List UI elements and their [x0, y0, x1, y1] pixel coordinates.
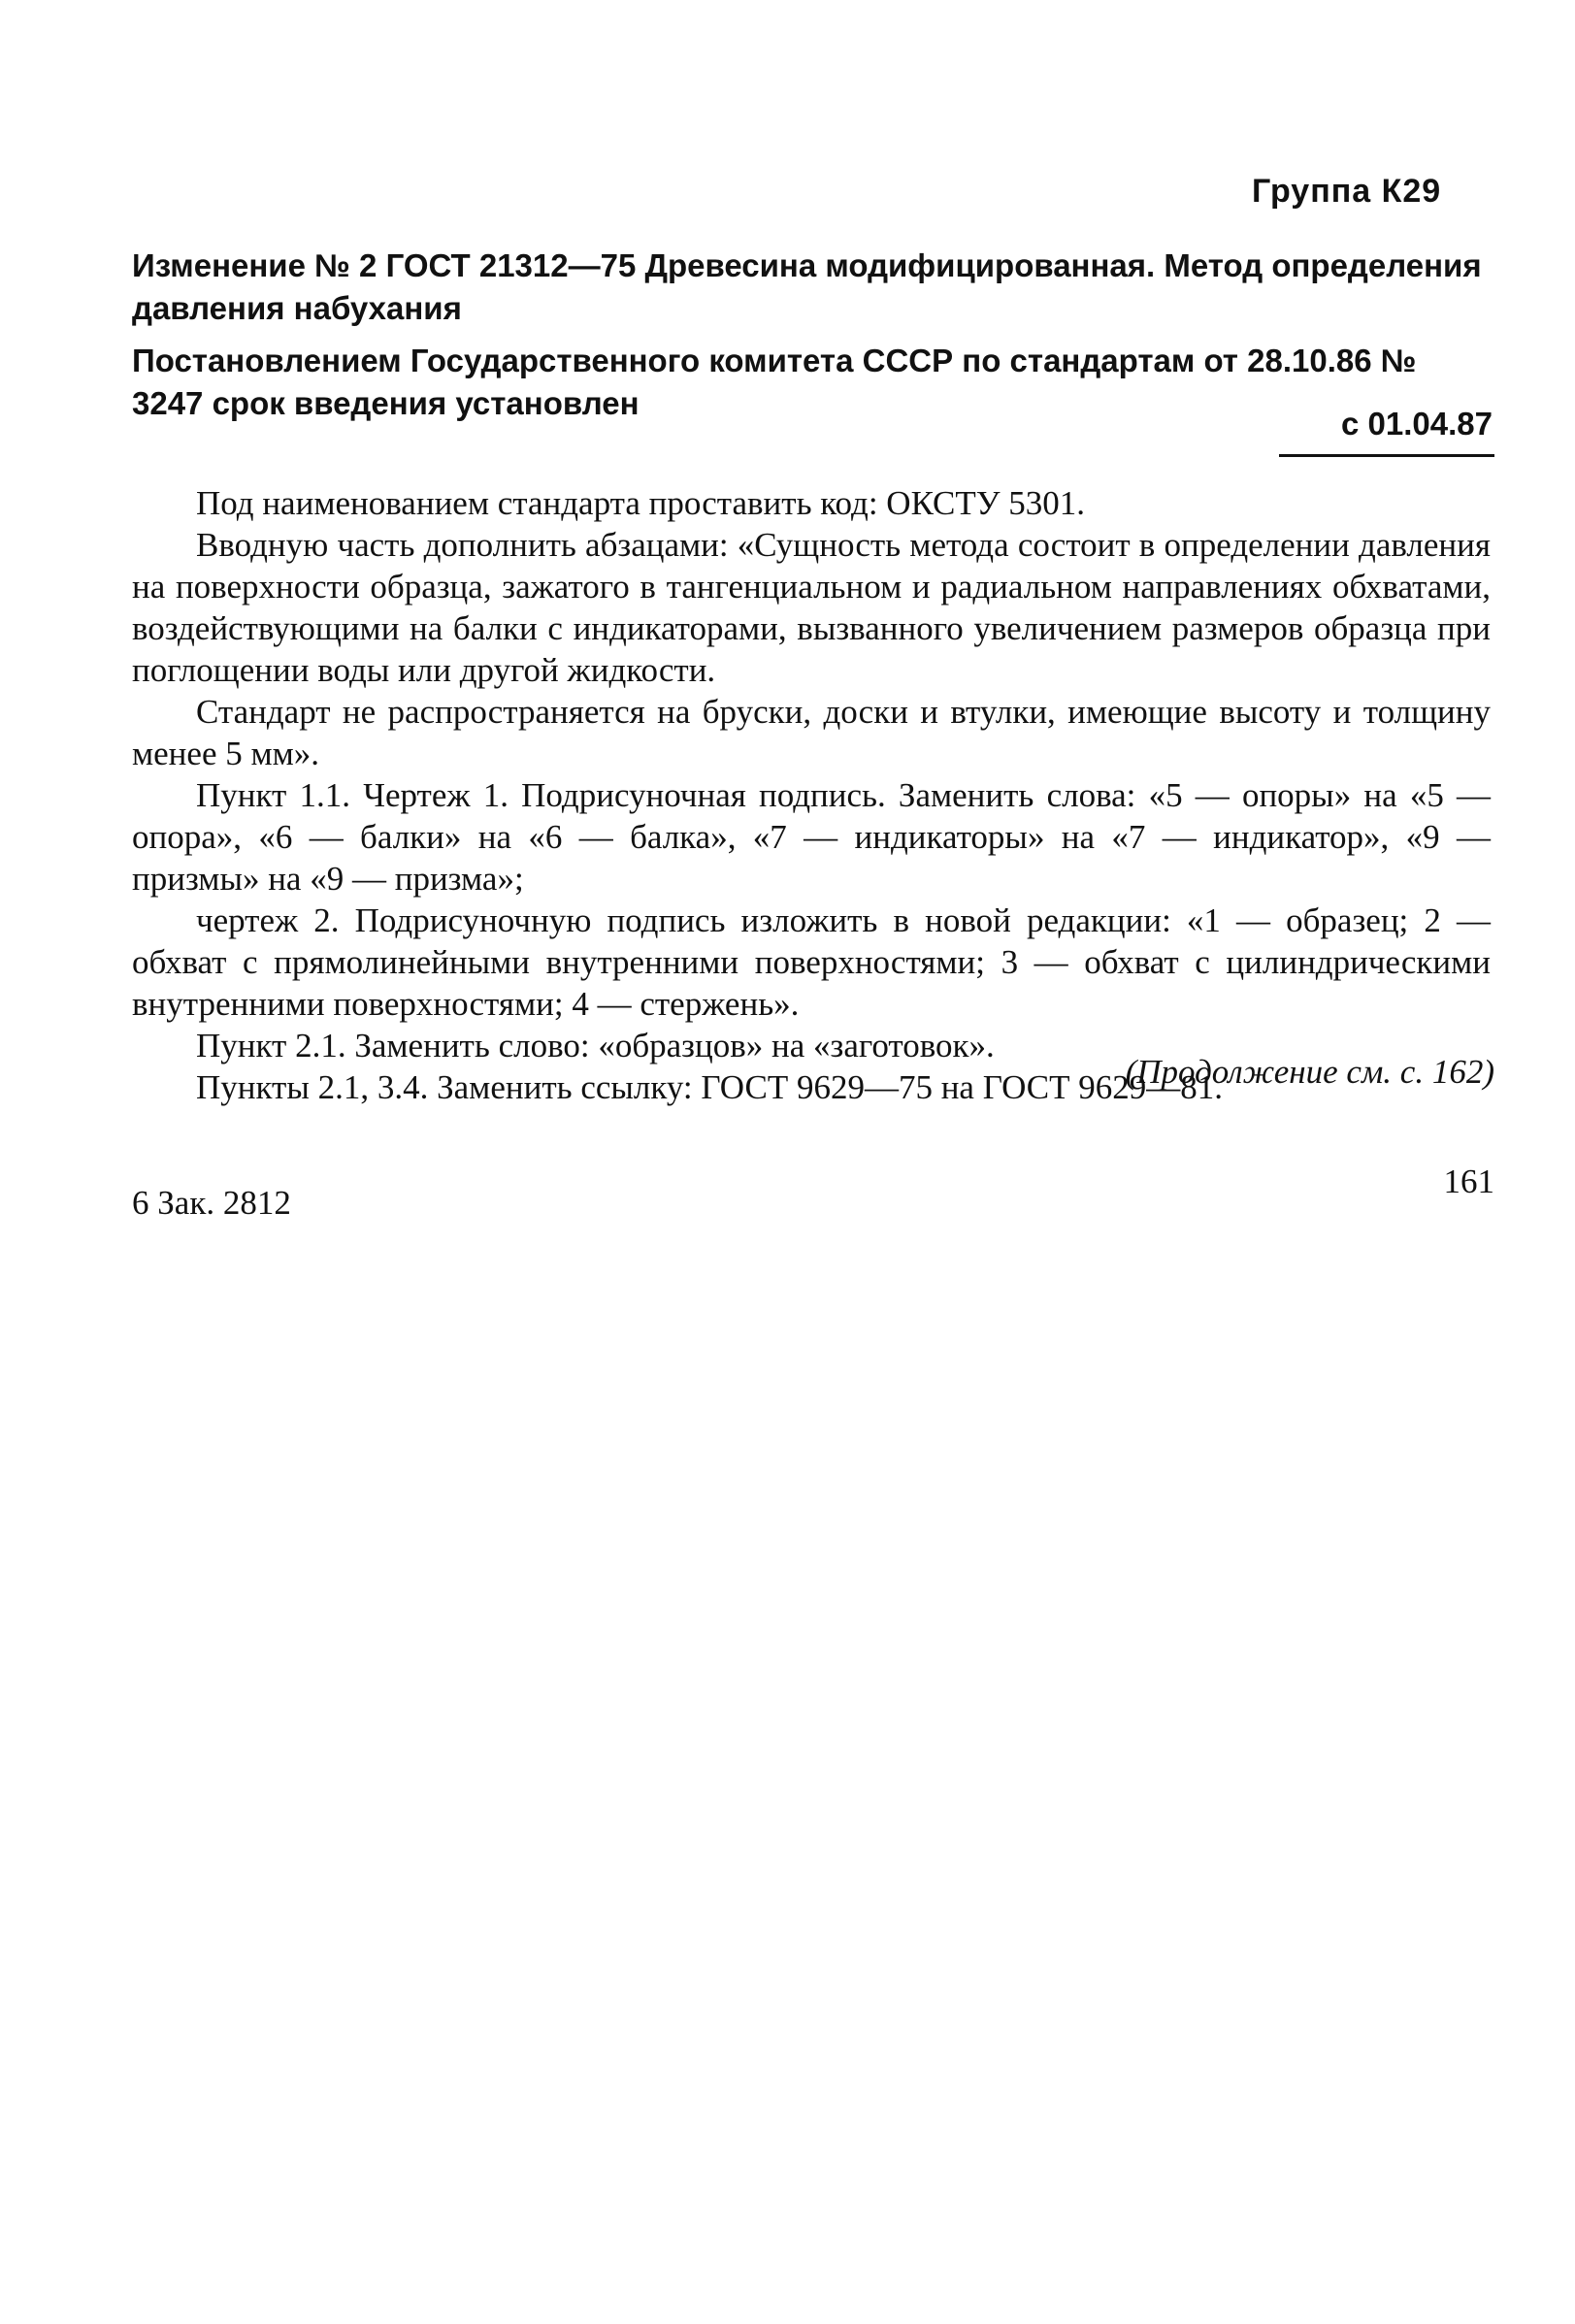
paragraph-scope: Стандарт не распространяется на бруски, доски и втулки, имеющие высоту и толщину менее 5 мм». — [132, 693, 1491, 772]
continuation-note: (Продолжение см. с. 162) — [1125, 1053, 1494, 1091]
group-label: Группа К29 — [1252, 173, 1442, 210]
document-title: Изменение № 2 ГОСТ 21312—75 Древесина модифицированная. Метод определения давления набухания — [132, 247, 1482, 326]
amendment-body — [132, 482, 1491, 1108]
resolution-statement: Постановлением Государственного комитета СССР по стандартам от 28.10.86 № 3247 срок введения установлен — [132, 343, 1417, 421]
paragraph-code: Под наименованием стандарта проставить код: ОКСТУ 5301. — [196, 484, 1086, 522]
order-number: 6 Зак. 2812 — [132, 1184, 291, 1222]
effective-date: с 01.04.87 — [1341, 406, 1493, 442]
page-number: 161 — [1443, 1162, 1494, 1200]
paragraph-clause-2-1: Пункт 2.1. Заменить слово: «образцов» на «заготовок». — [196, 1027, 995, 1064]
effective-date-underline — [1279, 454, 1494, 457]
paragraph-reference: Пункты 2.1, 3.4. Заменить ссылку: ГОСТ 9629—75 на ГОСТ 9629—81. — [196, 1068, 1223, 1106]
paragraph-clause-1-1: Пункт 1.1. Чертеж 1. Подрисуночная подпись. Заменить слова: «5 — опоры» на «5 — опора», «6 — балки» на «6 — балка», «7 — индикаторы» на «7 — индикатор», «9 — призмы» на «9 — призма»; — [132, 776, 1491, 898]
paragraph-drawing-2: чертеж 2. Подрисуночную подпись изложить в новой редакции: «1 — образец; 2 — обхват с прямолинейными внутренними поверхностями; 3 — обхват с цилиндрическими внутренними поверхностями; 4 — стержень». — [132, 901, 1491, 1023]
paragraph-intro: Вводную часть дополнить абзацами: «Сущность метода состоит в определении давления на поверхности образца, зажатого в тангенциальном и радиальном направлениях обхватами, воздействующими на балки с индикаторами, вызванного увеличением размеров образца при поглощении воды или другой жидкости. — [132, 526, 1491, 689]
